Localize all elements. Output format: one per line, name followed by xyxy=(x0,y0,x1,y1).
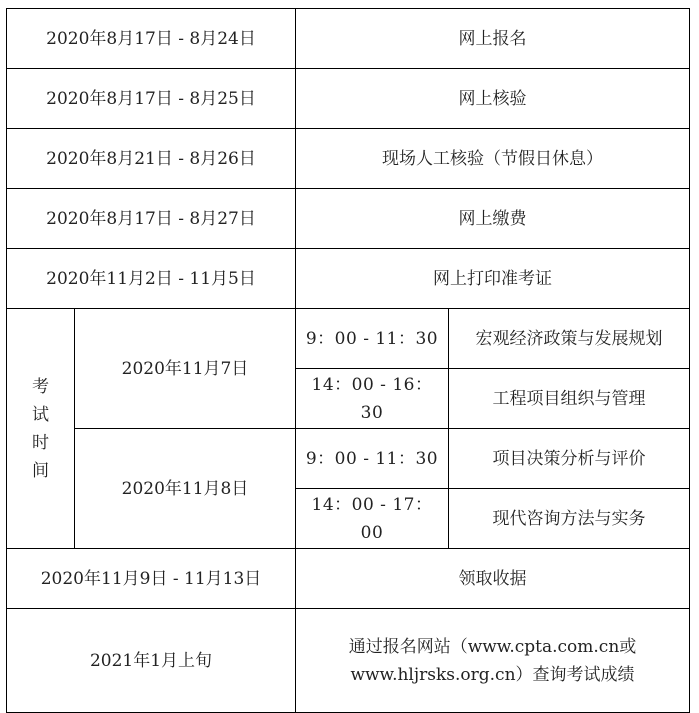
event-cell: 网上打印准考证 xyxy=(296,249,690,309)
exam-time-label xyxy=(7,309,75,549)
exam-time-label-char: 时 xyxy=(32,432,49,453)
date-cell: 2020年8月17日 - 8月25日 xyxy=(7,69,296,129)
exam-subject-cell: 工程项目组织与管理 xyxy=(449,369,690,429)
event-cell: 网上核验 xyxy=(296,69,690,129)
exam-time-cell: 9：00 - 11：30 xyxy=(296,429,449,489)
exam-time-cell: 9：00 - 11：30 xyxy=(296,309,449,369)
table-row xyxy=(7,549,690,609)
date-cell: 2020年11月2日 - 11月5日 xyxy=(7,249,296,309)
event-cell: 领取收据 xyxy=(296,549,690,609)
event-cell: 通过报名网站（www.cpta.com.cn或www.hljrsks.org.cn）查询考试成绩 xyxy=(296,609,690,713)
exam-time-label-char: 考 xyxy=(32,376,49,397)
exam-subject-cell: 项目决策分析与评价 xyxy=(449,429,690,489)
event-cell: 现场人工核验（节假日休息） xyxy=(296,129,690,189)
date-cell: 2021年1月上旬 xyxy=(7,609,296,713)
exam-time-cell: 14：00 - 17：00 xyxy=(296,489,449,549)
exam-session-row xyxy=(7,309,690,369)
exam-time-label-char: 间 xyxy=(32,460,49,481)
date-cell: 2020年8月17日 - 8月27日 xyxy=(7,189,296,249)
table-row xyxy=(7,69,690,129)
event-cell: 网上报名 xyxy=(296,9,690,69)
exam-time-cell: 14：00 - 16：30 xyxy=(296,369,449,429)
table-row xyxy=(7,189,690,249)
exam-subject-cell: 宏观经济政策与发展规划 xyxy=(449,309,690,369)
exam-subject-cell: 现代咨询方法与实务 xyxy=(449,489,690,549)
table-row xyxy=(7,249,690,309)
date-cell: 2020年8月17日 - 8月24日 xyxy=(7,9,296,69)
date-cell: 2020年11月9日 - 11月13日 xyxy=(7,549,296,609)
exam-session-row xyxy=(7,429,690,489)
table-row xyxy=(7,609,690,713)
table-row xyxy=(7,9,690,69)
date-cell: 2020年8月21日 - 8月26日 xyxy=(7,129,296,189)
event-cell: 网上缴费 xyxy=(296,189,690,249)
exam-date-cell: 2020年11月8日 xyxy=(75,429,296,549)
exam-date-cell: 2020年11月7日 xyxy=(75,309,296,429)
exam-time-label-char: 试 xyxy=(32,404,49,425)
table-row xyxy=(7,129,690,189)
exam-schedule-table xyxy=(6,8,690,713)
